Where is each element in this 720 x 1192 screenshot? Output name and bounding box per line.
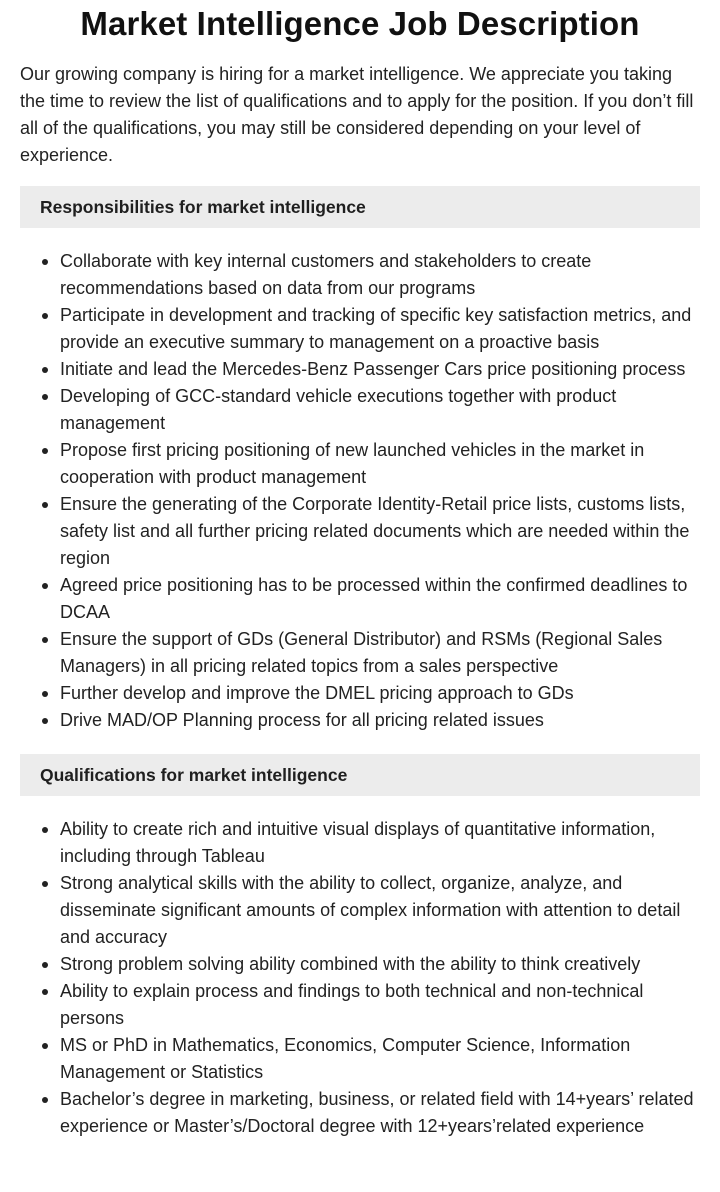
list-item [20,951,700,978]
list-item-text: Ability to create rich and intuitive visual displays of quantitative information, including through Tableau [60,819,656,866]
list-item-text: Participate in development and tracking of specific key satisfaction metrics, and provide an executive summary to management on a proactive basis [60,305,692,352]
bullet-icon [42,691,48,697]
list-item [20,978,700,1032]
list-item [20,302,700,356]
bullet-icon [42,989,48,995]
bullet-icon [42,259,48,265]
bullet-icon [42,1043,48,1049]
list-item [20,1086,700,1140]
list-item-text: Collaborate with key internal customers and stakeholders to create recommendations based on data from our programs [60,251,592,298]
intro-paragraph: Our growing company is hiring for a market intelligence. We appreciate you taking the time to review the list of qualifications and to apply for the position. If you don’t fill all of the qualifications, you may still be considered depending on your level of experience. [20,64,694,165]
list-item-text: Strong analytical skills with the ability to collect, organize, analyze, and disseminate significant amounts of complex information with attention to detail and accuracy [60,873,681,947]
bullet-icon [42,1097,48,1103]
qualifications-list [20,816,700,1140]
bullet-icon [42,827,48,833]
list-item-text: Drive MAD/OP Planning process for all pricing related issues [60,710,544,730]
list-item-text: Agreed price positioning has to be processed within the confirmed deadlines to DCAA [60,575,688,622]
bullet-icon [42,583,48,589]
list-item-text: Propose first pricing positioning of new launched vehicles in the market in cooperation with product management [60,440,645,487]
list-item-text: MS or PhD in Mathematics, Economics, Computer Science, Information Management or Statistics [60,1035,631,1082]
list-item-text: Ensure the support of GDs (General Distributor) and RSMs (Regional Sales Managers) in all pricing related topics from a sales perspective [60,629,663,676]
list-item-text: Ability to explain process and findings to both technical and non-technical persons [60,981,644,1028]
qualifications-heading: Qualifications for market intelligence [20,754,700,796]
list-item-text: Further develop and improve the DMEL pricing approach to GDs [60,683,574,703]
bullet-icon [42,313,48,319]
list-item [20,356,700,383]
list-item [20,626,700,680]
list-item [20,383,700,437]
responsibilities-list [20,248,700,734]
responsibilities-heading: Responsibilities for market intelligence [20,186,700,228]
bullet-icon [42,367,48,373]
list-item [20,680,700,707]
page-title: Market Intelligence Job Description [80,5,640,42]
bullet-icon [42,718,48,724]
list-item [20,572,700,626]
list-item [20,248,700,302]
bullet-icon [42,881,48,887]
bullet-icon [42,962,48,968]
bullet-icon [42,502,48,508]
list-item-text: Developing of GCC-standard vehicle executions together with product management [60,386,617,433]
list-item-text: Bachelor’s degree in marketing, business, or related field with 14+years’ related experience or Master’s/Doctoral degree with 12+years’related experience [60,1089,694,1136]
list-item-text: Ensure the generating of the Corporate Identity-Retail price lists, customs lists, safety list and all further pricing related documents which are needed within the region [60,494,690,568]
list-item-text: Initiate and lead the Mercedes-Benz Passenger Cars price positioning process [60,359,686,379]
list-item [20,437,700,491]
list-item [20,1032,700,1086]
bullet-icon [42,637,48,643]
list-item [20,491,700,572]
bullet-icon [42,448,48,454]
list-item [20,707,700,734]
list-item-text: Strong problem solving ability combined with the ability to think creatively [60,954,641,974]
list-item [20,816,700,870]
bullet-icon [42,394,48,400]
list-item [20,870,700,951]
